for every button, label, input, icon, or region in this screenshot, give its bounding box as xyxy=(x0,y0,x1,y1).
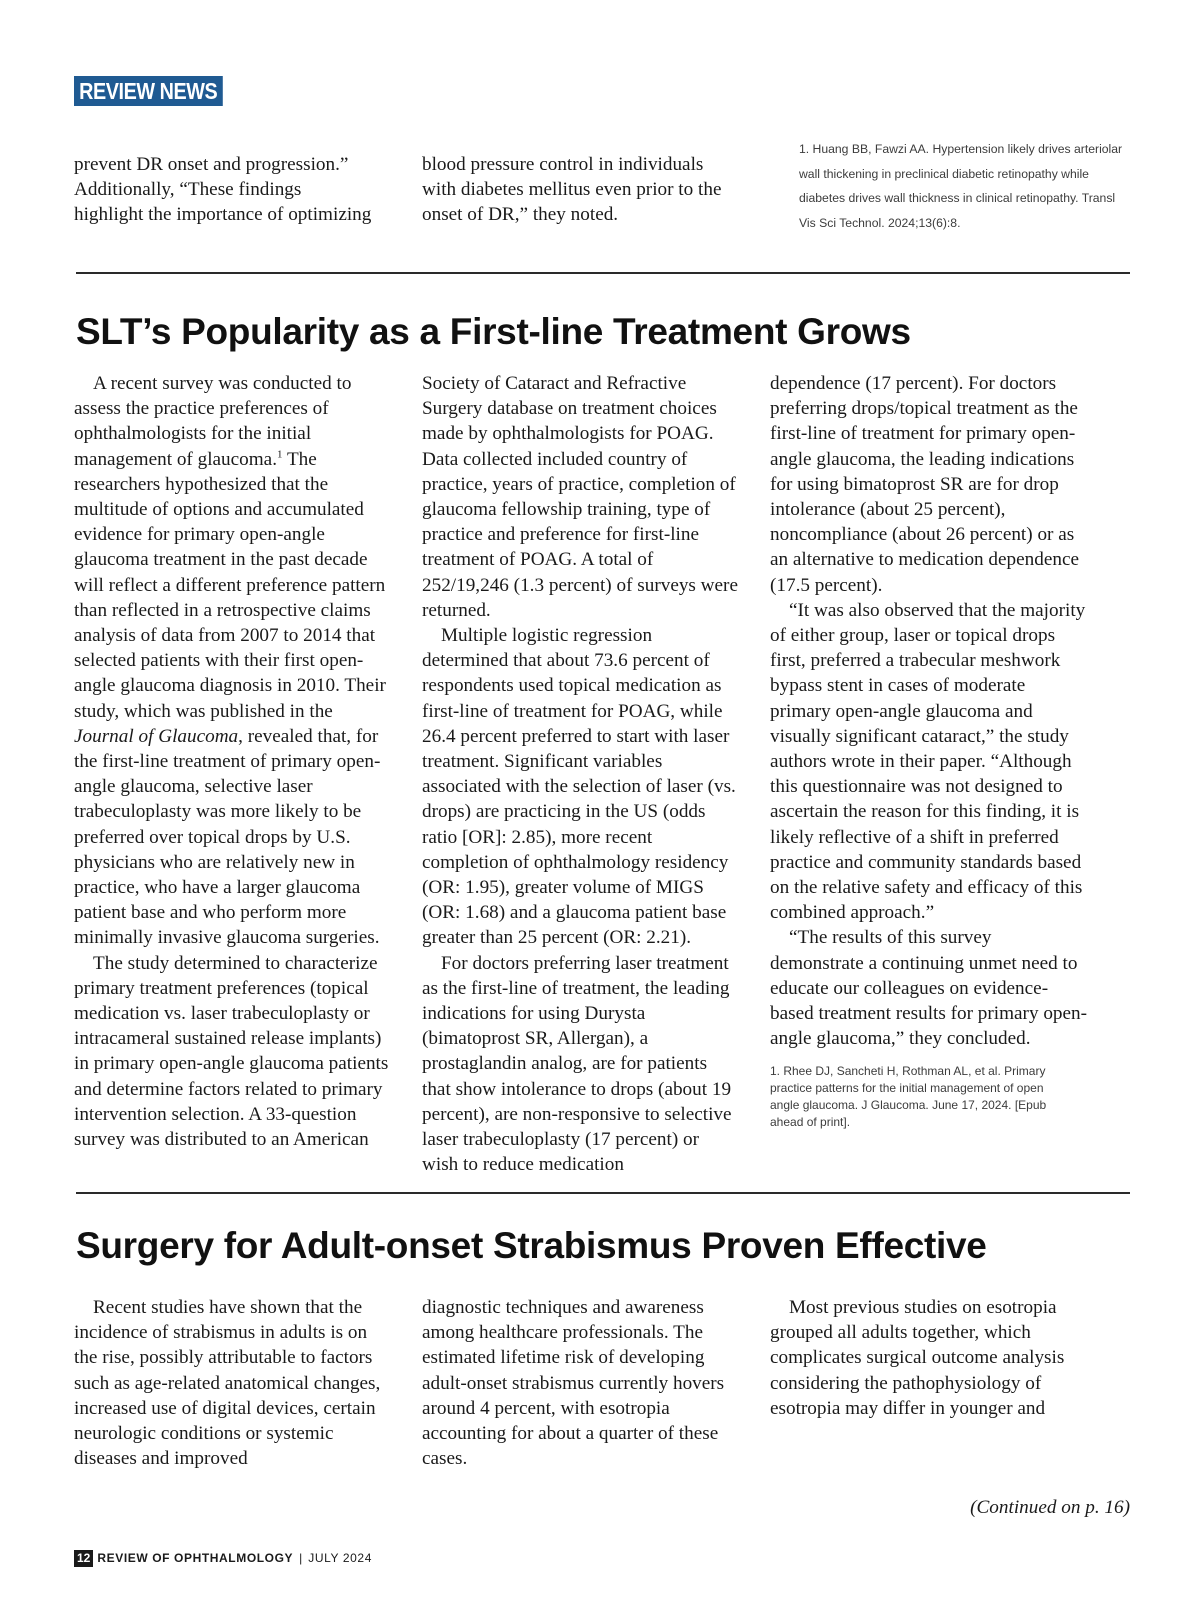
article2-col3-text: Most previous studies on esotropia grouped all adults together, which complicates surgical outcome analysis considering the pathophysiology of esotropia may differ in younger and xyxy=(770,1297,1065,1419)
section-divider xyxy=(76,1192,1130,1194)
article1-reference: 1. Rhee DJ, Sancheti H, Rothman AL, et al. Primary practice patterns for the initial management of open angle glaucoma. J Glaucoma. June 17, 2024. [Epub ahead of print]. xyxy=(770,1064,1047,1130)
issue-date: JULY 2024 xyxy=(308,1551,372,1565)
article2-column-1 xyxy=(74,1295,384,1471)
section-tag: REVIEW NEWS xyxy=(74,76,222,106)
article2-col1-text: Recent studies have shown that the incidence of strabismus in adults is on the rise, possibly attributable to factors such as age-related anatomical changes, increased use of digital devices, certain neurologic conditions or systemic diseases and improved xyxy=(74,1297,381,1470)
top-article-col2-text: blood pressure control in individuals with diabetes mellitus even prior to the onset of DR,” they noted. xyxy=(422,154,722,226)
article1-column-1 xyxy=(74,371,392,1152)
article1-col2-paragraph-2: Multiple logistic regression determined that about 73.6 percent of respondents used topical medication as first-line of treatment for POAG, while 26.4 percent preferred to start with laser treatment. Significant variables associated with the selection of laser (vs. drops) are practicing in the US (odds ratio [OR]: 2.85), more recent completion of ophthalmology residency (OR: 1.95), greater volume of MIGS (OR: 1.68) and a glaucoma patient base greater than 25 percent (OR: 2.21). xyxy=(422,625,736,949)
article1-col2-paragraph-3: For doctors preferring laser treatment as the first-line of treatment, the leading indications for using Durysta (bimatoprost SR, Allergan), a prostaglandin analog, are for patients that show intolerance to drops (about 19 percent), are non-responsive to selective laser trabeculoplasty (17 percent) or wish to reduce medication xyxy=(422,952,732,1176)
article1-headline: SLT’s Popularity as a First-line Treatment Grows xyxy=(76,311,911,352)
article1-col3-paragraph-2: “It was also observed that the majority of either group, laser or topical drops first, preferred a trabecular meshwork bypass stent in cases of moderate primary open-angle glaucoma and visually significant cataract,” the study authors wrote in their paper. “Although this questionnaire was not designed to ascertain the reason for this finding, it is likely reflective of a shift in preferred practice and community standards based on the relative safety and efficacy of this combined approach.” xyxy=(770,599,1086,924)
article1-col2-paragraph-1: Society of Cataract and Refractive Surgery database on treatment choices made by ophthalmologists for POAG. Data collected included country of practice, years of practice, completion of glaucoma fellowship training, type of practice and preference for first-line treatment of POAG. A total of 252/19,246 (1.3 percent) of surveys were returned. xyxy=(422,373,738,621)
article1-col1-paragraph-2: The study determined to characterize primary treatment preferences (topical medication vs. laser trabeculoplasty or intracameral sustained release implants) in primary open-angle glaucoma patients and determine factors related to primary intervention selection. A 33-question survey was distributed to an American xyxy=(74,952,389,1151)
article2-headline: Surgery for Adult-onset Strabismus Proven Effective xyxy=(76,1225,987,1266)
journal-name: REVIEW OF OPHTHALMOLOGY xyxy=(97,1551,294,1565)
article1-col3-paragraph-1: dependence (17 percent). For doctors preferring drops/topical treatment as the first-line of treatment for primary open-angle glaucoma, the leading indications for using bimatoprost SR are for drop intolerance (about 25 percent), noncompliance (about 26 percent) or as an alternative to medication dependence (17.5 percent). xyxy=(770,373,1079,596)
footer-separator: | xyxy=(299,1551,303,1565)
page-footer xyxy=(74,1549,372,1567)
top-article-column-1 xyxy=(74,152,374,228)
article1-column-2 xyxy=(422,371,740,1178)
article1-col3-paragraph-3: “The results of this survey demonstrate a continuing unmet need to educate our colleagues on evidence-based treatment results for primary open-angle glaucoma,” they concluded. xyxy=(770,927,1088,1050)
top-article-column-2 xyxy=(422,152,732,228)
top-article-col1-text: prevent DR onset and progression.” Additionally, “These findings highlight the importance of optimizing xyxy=(74,154,372,226)
top-article-reference: 1. Huang BB, Fawzi AA. Hypertension likely drives arteriolar wall thickening in preclinical diabetic retinopathy while diabetes drives wall thickness in clinical retinopathy. Transl Vis Sci Technol. 2024;13(6):8. xyxy=(799,142,1123,230)
section-divider xyxy=(76,272,1130,274)
continued-note: (Continued on p. 16) xyxy=(970,1497,1130,1518)
article2-col2-text: diagnostic techniques and awareness among healthcare professionals. The estimated lifetime risk of developing adult-onset strabismus currently hovers around 4 percent, with esotropia accounting for about a quarter of these cases. xyxy=(422,1297,725,1470)
article2-column-2 xyxy=(422,1295,732,1471)
article1-column-3 xyxy=(770,371,1088,1131)
article2-column-3 xyxy=(770,1295,1080,1421)
article1-col1-paragraph-1: A recent survey was conducted to assess the practice preferences of ophthalmologists for the initial management of glaucoma.$^1$ The researchers hypothesized that the multitude of options and accumulated evidence for primary open-angle glaucoma treatment in the past decade will reflect a different preference pattern than reflected in a retrospective claims analysis of data from 2007 to 2014 that selected patients with their first open-angle glaucoma diagnosis in 2010. Their study, which was published in the Journal of Glaucoma, revealed that, for the first-line treatment of primary open-angle glaucoma, selective laser trabeculoplasty was more likely to be preferred over topical drops by U.S. physicians who are relatively new in practice, who have a larger glaucoma patient base and who perform more minimally invasive glaucoma surgeries. xyxy=(74,373,386,949)
page-number: 12 xyxy=(74,1550,93,1567)
